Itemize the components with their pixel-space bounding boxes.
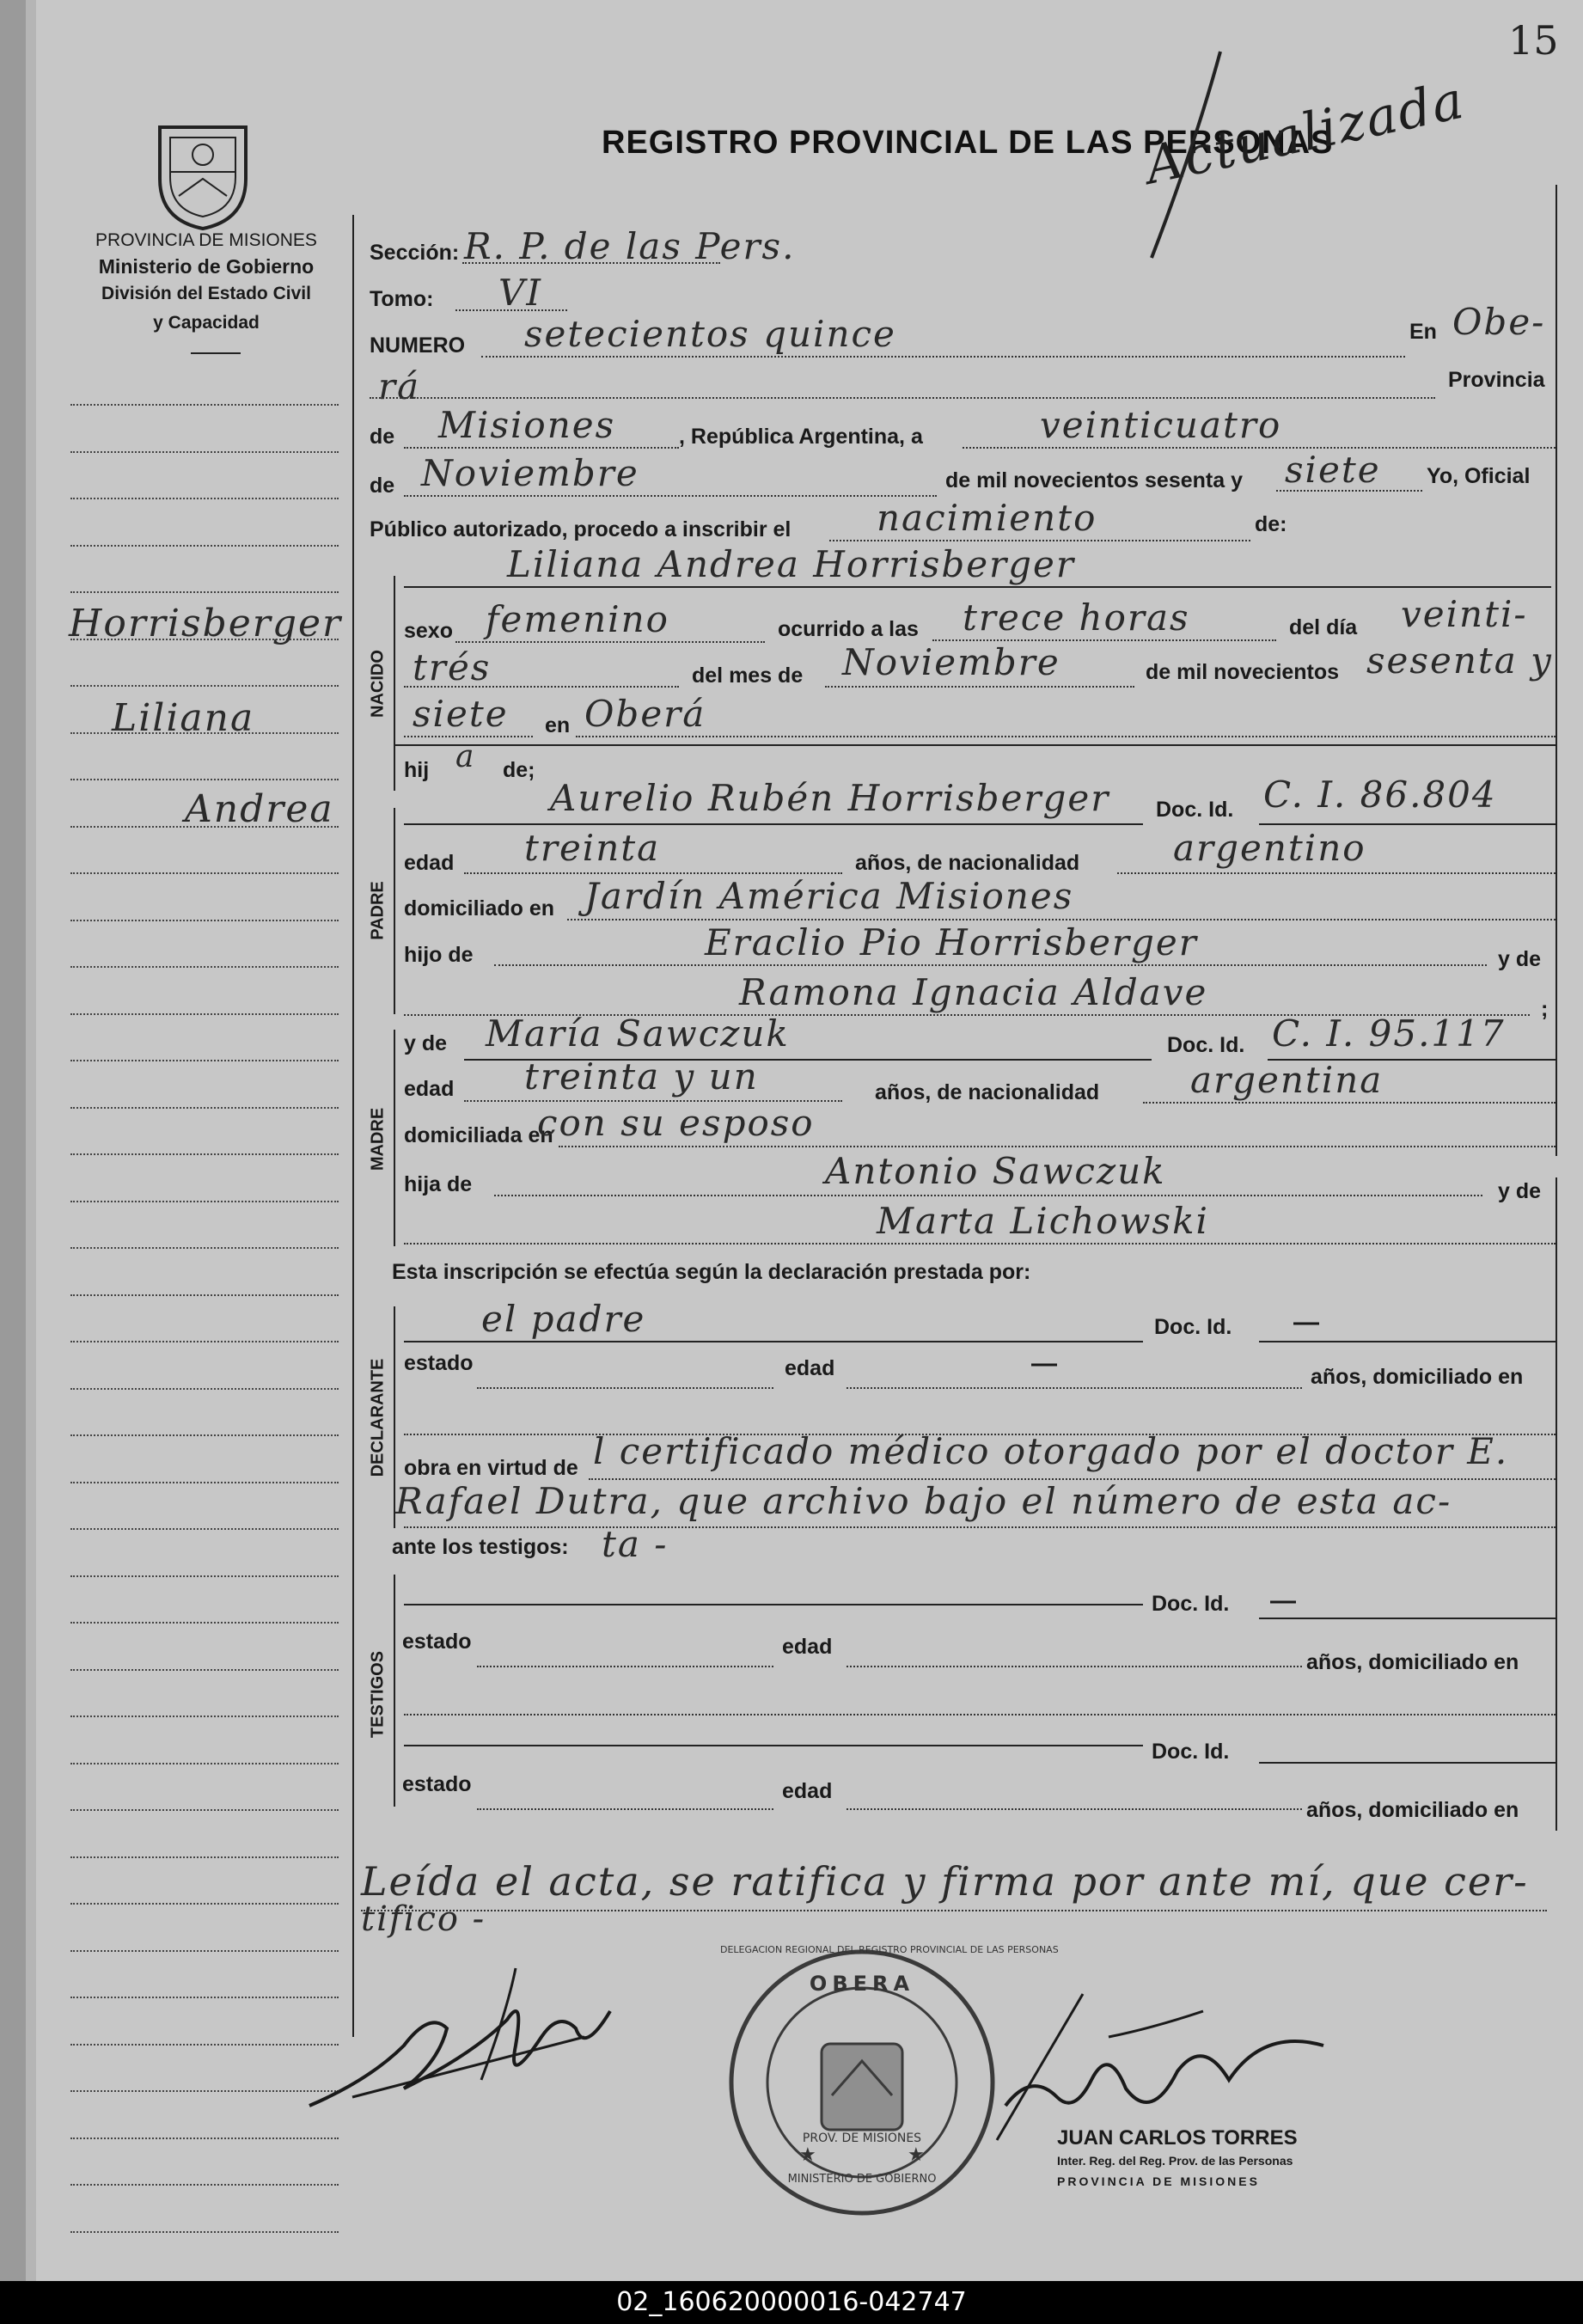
dia-value-2: trés (413, 646, 492, 688)
sexo-line (455, 641, 765, 643)
obra-line-2 (404, 1526, 1555, 1528)
sidebar-ruled-line (70, 2184, 339, 2186)
ocurrido-label: ocurrido a las (778, 617, 919, 641)
testigo1-nombre-line (404, 1604, 1143, 1605)
republica-label: , República Argentina, a (679, 425, 923, 449)
anio-value: siete (1285, 449, 1381, 491)
madre-hija-line (494, 1195, 1482, 1196)
lugar-line (576, 736, 1555, 737)
madre-doc-value: C. I. 95.117 (1272, 1012, 1506, 1055)
sidebar-ruled-line (70, 545, 339, 547)
sidebar-ruled-line (70, 1060, 339, 1061)
padre-hijo-label: hijo de (404, 943, 474, 967)
madre-bracket (394, 1030, 395, 1246)
sidebar-ruled-line (70, 1294, 339, 1296)
sidebar-ruled-line (70, 872, 339, 874)
madre-domicilio-label: domiciliada en (404, 1123, 553, 1147)
declarante-edad-label: edad (785, 1356, 835, 1380)
madre-padre-de: Antonio Sawczuk (825, 1150, 1166, 1192)
mes-line (404, 495, 937, 497)
stamp-province: PROV. DE MISIONES (802, 2131, 922, 2145)
sidebar-ruled-line (70, 966, 339, 968)
madre-y-de-label: y de (404, 1031, 448, 1055)
sidebar-ruled-line (70, 2044, 339, 2046)
provincia-value: Misiones (438, 404, 616, 446)
svg-text:★: ★ (799, 2144, 816, 2166)
sidebar-ruled-line (70, 779, 339, 780)
padre-madre-de: Ramona Ignacia Aldave (739, 971, 1208, 1013)
cierre-underline (361, 1910, 1547, 1911)
sidebar-ruled-line (70, 1809, 339, 1811)
sidebar-vertical-rule (352, 215, 354, 2037)
binding-shadow (26, 0, 36, 2281)
cierre-line-1: Leída el acta, se ratifica y firma por ante mí, que cer- (361, 1858, 1529, 1905)
madre-domicilio-value: con su esposo (537, 1102, 815, 1144)
cierre-line-2: tifico - (361, 1899, 486, 1939)
numero-line (481, 356, 1405, 358)
padre-edad-value: treinta (524, 827, 661, 869)
padre-edad-line (464, 872, 842, 874)
madre-domicilio-line (559, 1146, 1555, 1147)
madre-nacionalidad-label: años, de nacionalidad (875, 1080, 1100, 1104)
sexo-value: femenino (486, 598, 669, 640)
svg-text:★: ★ (908, 2144, 925, 2166)
dia-line-2 (404, 686, 679, 688)
madre-nacionalidad-line (1143, 1102, 1555, 1104)
numero-value: setecientos quince (524, 313, 896, 355)
padre-nombre: Aurelio Rubén Horrisberger (550, 777, 1110, 819)
padre-y-de-label: y de (1498, 947, 1542, 971)
sidebar-divider (191, 352, 241, 354)
footer-file-id: 02_160620000016-042747 (616, 2287, 967, 2317)
tomo-value: VI (498, 272, 542, 314)
padre-domicilio-label: domiciliado en (404, 896, 555, 920)
sidebar-ruled-line (70, 1434, 339, 1436)
official-title: Inter. Reg. del Reg. Prov. de las Personas (1057, 2154, 1293, 2168)
testigo2-domicilio-label: años, domiciliado en (1306, 1798, 1519, 1822)
nacido-nombre: Liliana Andrea Horrisberger (507, 543, 1075, 585)
declarant-signature-icon (301, 1960, 662, 2114)
official-name: JUAN CARLOS TORRES (1057, 2126, 1298, 2150)
dia-value-1: veinti- (1401, 593, 1528, 635)
testigo2-estado-label: estado (402, 1772, 472, 1796)
sidebar-division: División del Estado Civil (101, 284, 311, 303)
declarante-intro: Esta inscripción se efectúa según la declaración prestada por: (392, 1260, 1031, 1284)
sidebar-ruled-line (70, 1903, 339, 1905)
testigo1-domicilio-line (404, 1714, 1555, 1715)
madre-y-de-label-2: y de (1498, 1179, 1542, 1203)
nacido-bottom-rule (394, 744, 1555, 746)
testigo2-doc-line (1259, 1762, 1555, 1764)
numero-label: NUMERO (370, 333, 466, 358)
hora-value: trece horas (963, 596, 1190, 639)
sidebar-ruled-line (70, 1763, 339, 1764)
padre-label: PADRE (368, 881, 388, 940)
annotation-stroke (1117, 43, 1246, 266)
sidebar-province: PROVINCIA DE MISIONES (95, 230, 317, 250)
inscribir-line (829, 540, 1250, 541)
ante-label: ante los testigos: (392, 1535, 569, 1559)
dia-value: veinticuatro (1040, 404, 1282, 446)
sidebar-ruled-line (70, 451, 339, 453)
padre-nacionalidad-line (1117, 872, 1555, 874)
sidebar-surname: Horrisberger (69, 602, 343, 645)
sidebar-ruled-line (70, 2090, 339, 2092)
de-label: de (370, 425, 395, 449)
novecientos-label: de mil novecientos (1146, 660, 1340, 684)
declarante-doc-line (1259, 1341, 1555, 1342)
seccion-value: R. P. de las Pers. (464, 225, 796, 267)
nacido-bracket (394, 576, 395, 791)
padre-nombre-line (404, 823, 1143, 825)
madre-nombre: María Sawczuk (486, 1012, 790, 1055)
declarante-edad-value: — (1031, 1349, 1057, 1378)
declarante-domicilio-label: años, domiciliado en (1311, 1365, 1524, 1389)
sidebar-capacity: y Capacidad (153, 313, 260, 333)
testigo2-edad-line (847, 1808, 1302, 1810)
sidebar-ruled-line (70, 1388, 339, 1390)
sidebar-ruled-line (70, 2137, 339, 2139)
sidebar-name-2: Andrea (185, 787, 334, 831)
dia-line (963, 447, 1555, 449)
official-signature-icon (980, 1977, 1341, 2149)
padre-semicolon: ; (1541, 997, 1549, 1021)
sidebar-ruled-line (70, 1669, 339, 1671)
document-title: REGISTRO PROVINCIAL DE LAS PERSONAS (602, 125, 1334, 161)
tomo-label: Tomo: (370, 287, 434, 311)
nacido-anio-2: siete (413, 693, 509, 735)
madre-label: MADRE (368, 1107, 388, 1171)
padre-doc-value: C. I. 86.804 (1263, 774, 1497, 816)
testigo2-doc-label: Doc. Id. (1152, 1740, 1230, 1764)
testigos-bracket (394, 1575, 395, 1807)
margin-annotation: Actualizada (1140, 70, 1470, 197)
sidebar-ruled-line (70, 1201, 339, 1202)
obra-value-2: Rafael Dutra, que archivo bajo el número de esta ac- (395, 1480, 1452, 1522)
sidebar-ruled-line (70, 498, 339, 499)
declarante-nombre-line (404, 1341, 1143, 1342)
padre-doc-label: Doc. Id. (1156, 798, 1234, 822)
sidebar-ruled-line (70, 1341, 339, 1342)
sidebar-ruled-line (70, 685, 339, 687)
sidebar-ruled-line (70, 1247, 339, 1249)
testigo1-domicilio-label: años, domiciliado en (1306, 1650, 1519, 1674)
official-province: PROVINCIA DE MISIONES (1057, 2174, 1260, 2188)
nacido-en-label: en (545, 713, 571, 737)
inscribir-value: nacimiento (877, 497, 1097, 539)
sidebar-ministry: Ministerio de Gobierno (98, 255, 315, 278)
nacido-anio-line (404, 736, 533, 737)
sexo-label: sexo (404, 619, 453, 643)
obra-value-3: ta - (602, 1523, 669, 1565)
nacido-mes-line (825, 686, 1134, 688)
right-edge-rule-lower (1555, 1177, 1557, 1831)
testigo2-nombre-line (404, 1745, 1143, 1746)
madre-doc-label: Doc. Id. (1167, 1033, 1245, 1057)
hij-de-label: de; (503, 758, 535, 782)
sidebar-ruled-line (70, 591, 339, 593)
lugar-value: Oberá (584, 693, 706, 735)
sidebar-name-1: Liliana (112, 696, 255, 740)
declarante-edad-line (847, 1387, 1302, 1389)
madre-madre-de: Marta Lichowski (877, 1200, 1209, 1242)
sidebar-ruled-line (70, 1153, 339, 1155)
en-value-2: rá (378, 365, 421, 407)
declarante-doc-label: Doc. Id. (1154, 1315, 1232, 1339)
sidebar-ruled-line (70, 1528, 339, 1530)
seccion-label: Sección: (370, 241, 460, 265)
right-edge-rule (1555, 185, 1557, 1156)
sidebar-ruled-line (70, 1482, 339, 1483)
padre-doc-line (1259, 823, 1555, 825)
testigo1-estado-label: estado (402, 1630, 472, 1654)
madre-nacionalidad-value: argentina (1190, 1059, 1384, 1101)
sidebar-ruled-line (70, 1997, 339, 1998)
sidebar-ruled-line (70, 1622, 339, 1624)
obra-label: obra en virtud de (404, 1456, 578, 1480)
nacido-anio-1: sesenta y (1366, 639, 1553, 682)
madre-madre-line (404, 1243, 1555, 1245)
en-label: En (1409, 320, 1437, 344)
sidebar-ruled-line (70, 1107, 339, 1109)
padre-padre-de: Eraclio Pio Horrisberger (705, 921, 1198, 963)
padre-hijo-line (494, 964, 1487, 966)
stamp-outer-text: DELEGACION REGIONAL DEL REGISTRO PROVINCIAL DE LAS PERSONAS (720, 1944, 1059, 1955)
declarante-doc-value: — (1293, 1308, 1319, 1336)
testigo1-estado-line (477, 1666, 773, 1667)
stamp-city: OBERA (809, 1972, 915, 1996)
nacido-label: NACIDO (368, 650, 388, 718)
declarante-estado-label: estado (404, 1351, 474, 1375)
testigo1-edad-label: edad (782, 1635, 833, 1659)
nacido-mes-value: Noviembre (842, 641, 1060, 683)
provincia-line (404, 447, 679, 449)
declarante-estado-line (477, 1387, 773, 1389)
madre-hija-label: hija de (404, 1172, 473, 1196)
publico-label: Público autorizado, procedo a inscribir el (370, 517, 792, 541)
hij-label: hij (404, 758, 430, 782)
sidebar-ruled-line (70, 2231, 339, 2233)
obra-value-1: l certificado médico otorgado por el doctor E. (593, 1430, 1509, 1472)
testigo1-doc-value: — (1270, 1587, 1296, 1615)
declarante-label: DECLARANTE (368, 1358, 388, 1477)
testigo2-edad-label: edad (782, 1779, 833, 1803)
padre-nacionalidad-value: argentino (1173, 827, 1366, 869)
testigo1-doc-line (1259, 1618, 1555, 1619)
del-dia-label: del día (1289, 615, 1358, 639)
oficial-label: Yo, Oficial (1427, 464, 1531, 488)
en-line (370, 397, 1435, 399)
de-label-2: de (370, 474, 395, 498)
padre-domicilio-value: Jardín América Misiones (584, 875, 1074, 917)
page-number: 15 (1508, 17, 1559, 64)
madre-edad-value: treinta y un (524, 1055, 759, 1098)
padre-bracket (394, 808, 395, 1014)
sidebar-ruled-line (70, 1950, 339, 1952)
padre-nacionalidad-label: años, de nacionalidad (855, 851, 1080, 875)
binding-edge (0, 0, 26, 2281)
sidebar-ruled-line (70, 1856, 339, 1858)
testigo2-estado-line (477, 1808, 773, 1810)
nacido-nombre-line (404, 586, 1551, 588)
hij-value: a (455, 739, 476, 774)
anio-label: de mil novecientos sesenta y (945, 468, 1243, 492)
testigo1-doc-label: Doc. Id. (1152, 1592, 1230, 1616)
provincia-label: Provincia (1448, 368, 1545, 392)
madre-edad-label: edad (404, 1077, 455, 1101)
sidebar-ruled-line (70, 404, 339, 406)
stamp-bottom-text: MINISTERIO DE GOBIERNO (787, 2173, 937, 2186)
province-seal-icon (153, 119, 253, 232)
testigo1-edad-line (847, 1666, 1302, 1667)
mes-value: Noviembre (421, 452, 639, 494)
sidebar-ruled-line (70, 1013, 339, 1015)
sidebar-ruled-line (70, 1575, 339, 1577)
del-mes-label: del mes de (692, 664, 804, 688)
padre-domicilio-line (567, 919, 1555, 920)
en-value-1: Obe- (1452, 301, 1546, 343)
sidebar-ruled-line (70, 920, 339, 921)
sidebar-ruled-line (70, 1715, 339, 1717)
de2-label: de: (1255, 512, 1287, 536)
testigos-label: TESTIGOS (368, 1650, 388, 1739)
declarante-nombre: el padre (481, 1298, 646, 1340)
padre-edad-label: edad (404, 851, 455, 875)
